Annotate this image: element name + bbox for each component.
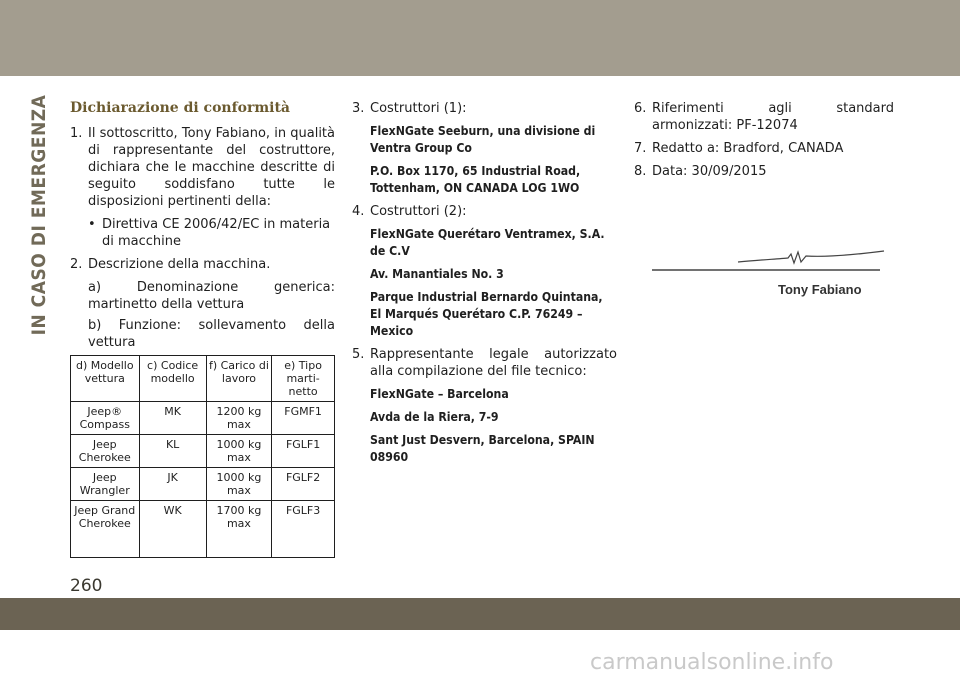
address-line: P.O. Box 1170, 65 Industrial Road, Tottenham, ON CANADA LOG 1WO [370,164,581,195]
item-number: 2. [70,257,83,272]
item-text: Descrizione della macchina. [88,257,271,272]
page-number: 260 [70,576,103,596]
table-row [71,468,335,501]
table-header: d) Modello vettura [71,356,140,402]
bullet-text: Direttiva CE 2006/42/EC in materia di macchine [102,217,331,249]
item-text: Costruttori (1): [370,101,467,116]
signature-name: Tony Fabiano [778,282,862,297]
item-number: 1. [70,126,83,141]
address-line: FlexNGate Querétaro Ventramex, S.A. de C.V [370,227,605,258]
header-band [0,0,960,76]
sub-item: a) Denominazione generica: martinetto della vettura [88,280,335,312]
item-text: Rappresentante legale autorizzato alla compilazione del file tecnico: [370,347,617,379]
table-row [71,402,335,435]
item-number: 4. [352,204,365,219]
table-cell: 1700 kg max [206,501,272,558]
table-cell: FGLF1 [272,435,335,468]
address-line: Sant Just Desvern, Barcelona, SPAIN 08960 [370,433,595,464]
table-header: c) Codice modello [139,356,206,402]
table-cell: FGMF1 [272,402,335,435]
table-cell: Jeep Grand Cherokee [71,501,140,558]
list-item [352,203,617,220]
table-row [71,435,335,468]
item-text: Il sottoscritto, Tony Fabiano, in qualità di rappresentante del costruttore, dichiara che le macchine descritte di seguito soddisfano tutte le disposizioni pertinenti della: [88,126,335,209]
table-cell: Jeep® Compass [71,402,140,435]
footer-band [0,598,960,630]
list-item [70,256,335,273]
list-item [70,125,335,210]
table-cell: WK [139,501,206,558]
item-number: 7. [634,141,647,156]
address-line: Av. Manantiales No. 3 [370,267,504,281]
list-item [634,140,894,157]
address-line: Parque Industrial Bernardo Quintana, El Marqués Querétaro C.P. 76249 – Mexico [370,290,603,338]
section-tab-label: IN CASO DI EMERGENZA [28,94,50,336]
table-cell: FGLF3 [272,501,335,558]
item-text: Data: 30/09/2015 [652,164,767,179]
page-heading: Dichiarazione di conformità [70,100,290,116]
address-line: Avda de la Riera, 7-9 [370,410,499,424]
section-tab [22,94,56,336]
item-text: Costruttori (2): [370,204,467,219]
table-cell: KL [139,435,206,468]
list-item [352,346,617,380]
table-cell: 1200 kg max [206,402,272,435]
item-number: 8. [634,164,647,179]
table-header: f) Carico di lavoro [206,356,272,402]
table-cell: MK [139,402,206,435]
item-number: 6. [634,101,647,116]
list-item [634,100,894,134]
column-3 [634,100,894,186]
table-row [71,501,335,558]
table-cell: FGLF2 [272,468,335,501]
column-2 [352,100,617,472]
bullet-icon: • [88,217,96,232]
list-item [352,100,617,117]
table-cell: Jeep Cherokee [71,435,140,468]
signature-image [648,232,888,304]
item-text: Redatto a: Bradford, CANADA [652,141,844,156]
table-cell: 1000 kg max [206,468,272,501]
table-header: e) Tipo marti-netto [272,356,335,402]
model-table [70,355,335,558]
bullet-item [88,216,335,250]
table-header-row [71,356,335,402]
item-number: 5. [352,347,365,362]
table-cell: Jeep Wrangler [71,468,140,501]
item-number: 3. [352,101,365,116]
address-line: FlexNGate – Barcelona [370,387,509,401]
signature-stroke [738,251,884,263]
table-cell: JK [139,468,206,501]
column-1 [70,100,335,558]
sub-item: b) Funzione: sollevamento della vettura [88,318,335,350]
table-cell: 1000 kg max [206,435,272,468]
list-item [634,163,894,180]
watermark: carmanualsonline.info [590,650,834,675]
address-line: FlexNGate Seeburn, una divisione di Ventra Group Co [370,124,596,155]
item-text: Riferimenti agli standard armonizzati: PF-12074 [652,101,894,133]
